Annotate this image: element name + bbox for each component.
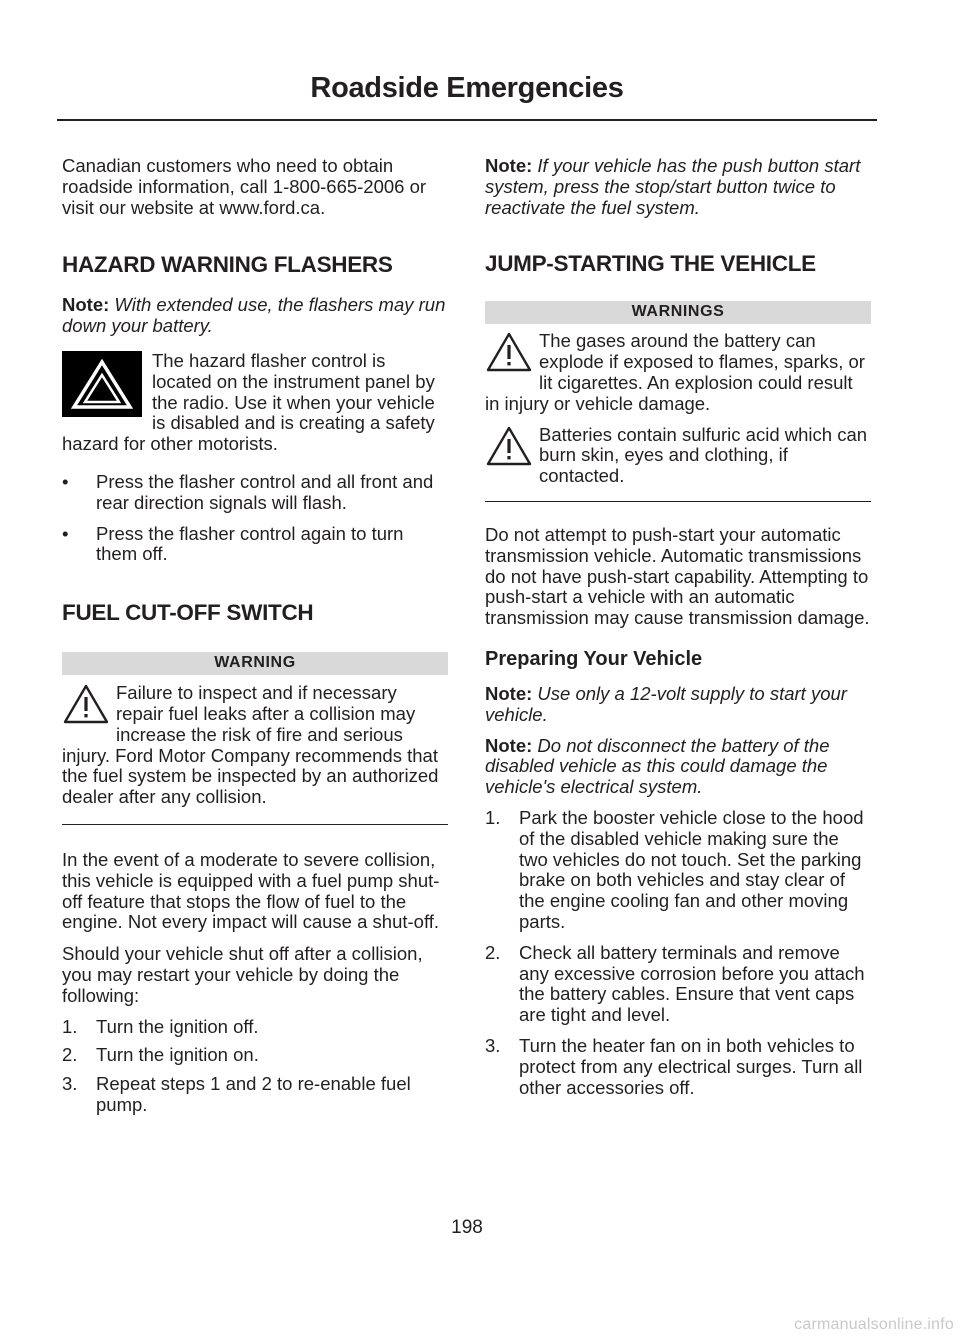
list-item: 2. Turn the ignition on. [62, 1044, 259, 1066]
hazard-triangle-icon [62, 351, 142, 422]
note-text: With extended use, the flashers may run down your battery. [62, 294, 446, 337]
page-title: Roadside Emergencies [310, 72, 624, 104]
right-column [485, 156, 871, 1098]
warning-triangle-icon [485, 331, 533, 378]
note-label: Note: [485, 682, 533, 704]
hazard-block [62, 351, 448, 455]
fuel-paragraph-1: In the event of a moderate to severe collision, this vehicle is equipped with a fuel pump shut-off feature that stops the flow of fuel to the engine. Not every impact will cause a shut-off. [62, 848, 440, 933]
warning-triangle-icon [485, 425, 533, 472]
intro-paragraph: Canadian customers who need to obtain roadside information, call 1-800-665-2006 or visit our website at www.ford.ca. [62, 155, 427, 218]
list-item: 3. Repeat steps 1 and 2 to re-enable fuel pump. [62, 1073, 411, 1115]
warning-text: Batteries contain sulfuric acid which can burn skin, eyes and clothing, if contacted. [539, 423, 868, 487]
note-text: If your vehicle has the push button start system, press the stop/start button twice to reactivate the fuel system. [485, 155, 861, 218]
push-button-note [485, 156, 871, 218]
note-label: Note: [485, 734, 533, 756]
page-number: 198 [451, 1217, 483, 1238]
left-column [62, 156, 448, 1116]
warnings-banner: WARNINGS [485, 301, 871, 324]
warning-text: Failure to inspect and if necessary repair fuel leaks after a collision may increase the risk of fire and serious injury. Ford Motor Company recommends that the fuel system be inspected by an authorized dealer after any collision. [62, 682, 439, 808]
preparing-step-list [485, 808, 871, 1098]
list-item: 1. Turn the ignition off. [62, 1015, 259, 1037]
header-divider [57, 119, 877, 121]
list-item: 3. Turn the heater fan on in both vehicles to protect from any electrical surges. Turn all other accessories off. [485, 1034, 863, 1098]
hazard-body: The hazard flasher control is located on the instrument panel by the radio. Use it when your vehicle is disabled and is creating a safety hazard for other motorists. [62, 349, 435, 455]
hazard-note [62, 295, 448, 337]
hazard-bullet-list [62, 472, 448, 565]
warning-text: The gases around the battery can explode if exposed to flames, sparks, or lit cigarettes. An explosion could result in injury or vehicle damage. [485, 330, 865, 414]
warning-block [485, 425, 871, 487]
disconnect-note [485, 736, 871, 798]
list-item: • Press the flasher control again to turn them off. [62, 522, 404, 565]
watermark: carmanualsonline.info [794, 1316, 954, 1333]
note-text: Do not disconnect the battery of the disabled vehicle as this could damage the vehicle's electrical system. [485, 734, 830, 798]
warning-banner: WARNING [62, 652, 448, 675]
warning-triangle-icon [62, 683, 110, 730]
list-item: • Press the flasher control and all front and rear direction signals will flash. [62, 470, 434, 513]
hazard-heading: HAZARD WARNING FLASHERS [62, 252, 393, 278]
warning-block [62, 683, 448, 808]
warning-block [485, 331, 871, 414]
note-text: Use only a 12-volt supply to start your vehicle. [485, 682, 847, 725]
note-label: Note: [485, 155, 533, 176]
list-item: 2. Check all battery terminals and remove any excessive corrosion before you attach the battery cables. Ensure that vent caps are tight and level. [485, 941, 865, 1026]
jump-start-heading: JUMP-STARTING THE VEHICLE [485, 251, 816, 277]
preparing-heading: Preparing Your Vehicle [485, 647, 703, 670]
list-item: 1. Park the booster vehicle close to the hood of the disabled vehicle making sure the two vehicles do not touch. Set the parking brake on both vehicles and stay clear of the engine cooling fan and other moving parts. [485, 806, 864, 932]
fuel-paragraph-2: Should your vehicle shut off after a collision, you may restart your vehicle by doing the following: [62, 943, 423, 1006]
note-label: Note: [62, 294, 110, 316]
fuel-step-list [62, 1017, 448, 1116]
voltage-note [485, 684, 871, 726]
push-start-paragraph: Do not attempt to push-start your automatic transmission vehicle. Automatic transmissions do not have push-start capability. Attempting to push-start a vehicle with an automatic transmission may cause transmission damage. [485, 523, 870, 629]
fuel-cutoff-heading: FUEL CUT-OFF SWITCH [62, 600, 314, 626]
